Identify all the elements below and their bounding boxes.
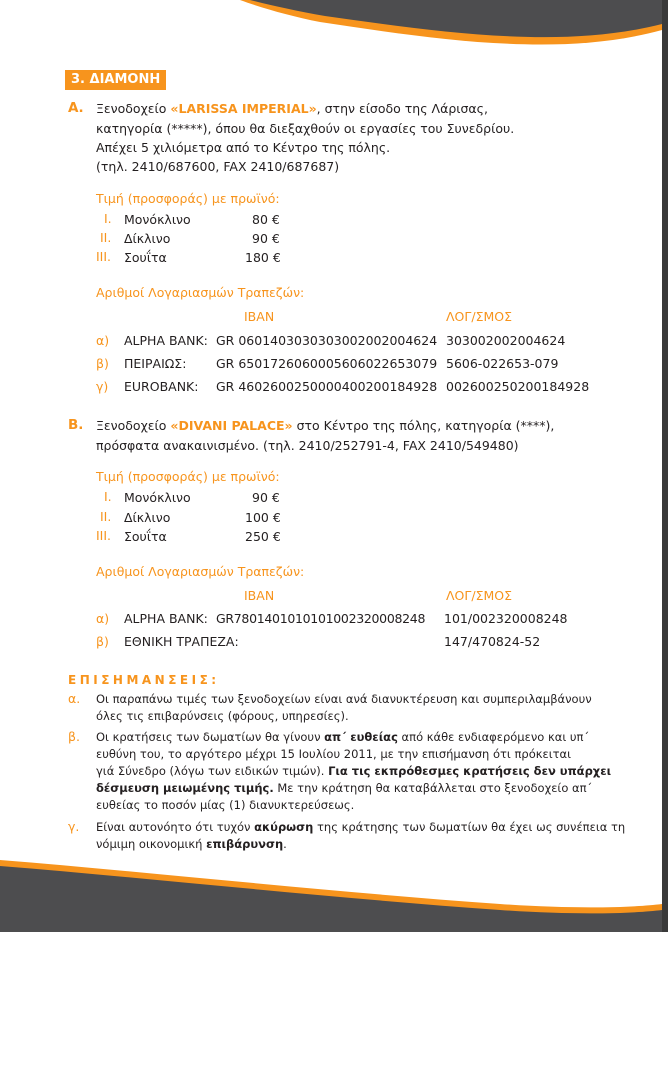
room-price: 100 € [245,510,281,525]
note-b-letter: β. [68,729,80,744]
bank-name: ALPHA BANK: [124,611,208,626]
hotel-b-line2: πρόσφατα ανακαινισμένο. (τηλ. 2410/252791-4, FAX 2410/549480) [96,438,519,453]
bank-iban: GR 0601403030303002002004624 [216,333,438,348]
price-num: II. [100,509,112,524]
bank-iban: GR 4602600250000400200184928 [216,379,438,394]
note-b-line2: ευθύνη του, το αργότερο μέχρι 15 Ιουλίου 2011, με την επισήμανση ότι πρόκειται [96,747,572,761]
note-c-letter: γ. [68,819,80,834]
hotel-a-line4: (τηλ. 2410/687600, FAX 2410/687687) [96,159,340,174]
room-price: 250 € [245,529,281,544]
bank-name: EUROBANK: [124,379,199,394]
bank-name: ALPHA BANK: [124,333,208,348]
hotel-a-bank-heading: Αριθμοί Λογαριασμών Τραπεζών: [96,285,305,300]
note-b-line3: γιά Σύνεδρο (λόγω των ειδικών τιμών). Για τις εκπρόθεσμες κρατήσεις δεν υπάρχει [96,764,612,778]
price-num: I. [104,211,112,226]
price-num: II. [100,230,112,245]
hotel-a-line1: Ξενοδοχείο «LARISSA IMPERIAL», στην είσοδο της Λάρισας, [96,101,488,116]
bank-letter: β) [96,356,109,371]
page-edge [662,0,668,932]
bank-name: ΕΘΝΙΚΗ ΤΡΑΠΕΖΑ: [124,634,239,649]
hotel-b-price-heading: Τιμή (προσφοράς) με πρωϊνό: [96,469,280,484]
footer-decoration [0,852,662,932]
room-type: Σουΐτα [124,529,167,544]
header-decoration [0,0,662,70]
notes-title: ΕΠΙΣΗΜΑΝΣΕΙΣ: [68,673,220,687]
hotel-a-account-label: ΛΟΓ/ΣΜΟΣ [446,309,512,324]
hotel-a-line3: Απέχει 5 χιλιόμετρα από το Κέντρο της πόλης. [96,140,391,155]
hotel-a-letter: Α. [68,100,84,116]
hotel-b-letter: Β. [68,417,84,433]
bank-iban: GR 6501726060005606022653079 [216,356,438,371]
bank-letter: α) [96,333,110,348]
note-a-line1: Οι παραπάνω τιμές των ξενοδοχείων είναι ανά διανυκτέρευση και συμπεριλαμβάνουν [96,692,592,706]
bank-name: ΠΕΙΡΑΙΩΣ: [124,356,187,371]
bank-account: 101/002320008248 [444,611,568,626]
room-type: Δίκλινο [124,510,171,525]
hotel-a-line2: κατηγορία (*****), όπου θα διεξαχθούν οι εργασίες του Συνεδρίου. [96,121,515,136]
room-type: Δίκλινο [124,231,171,246]
room-price: 90 € [252,490,280,505]
room-price: 180 € [245,250,281,265]
bank-account: 303002002004624 [446,333,566,348]
room-type: Μονόκλινο [124,212,191,227]
room-type: Μονόκλινο [124,490,191,505]
price-num: I. [104,489,112,504]
hotel-b-account-label: ΛΟΓ/ΣΜΟΣ [446,588,512,603]
room-type: Σουΐτα [124,250,167,265]
note-b-line5: ευθείας το ποσόν μίας (1) διανυκτερεύσεως. [96,798,355,812]
note-c-line2: νόμιμη οικονομική επιβάρυνση. [96,837,287,851]
hotel-b-line1: Ξενοδοχείο «DIVANI PALACE» στο Κέντρο της πόλης, κατηγορία (****), [96,418,555,433]
price-num: III. [96,528,112,543]
bank-letter: α) [96,611,110,626]
note-a-line2: όλες τις επιβαρύνσεις (φόρους, υπηρεσίες). [96,709,349,723]
note-a-letter: α. [68,691,81,706]
note-c-line1: Είναι αυτονόητο ότι τυχόν ακύρωση της κράτησης των δωματίων θα έχει ως συνέπεια τη [96,820,626,834]
note-b-line4: δέσμευση μειωμένης τιμής. Με την κράτηση θα καταβάλλεται στο ξενοδοχείο απ΄ [96,781,593,795]
hotel-a-price-heading: Τιμή (προσφοράς) με πρωϊνό: [96,191,280,206]
bank-account: 002600250200184928 [446,379,590,394]
bank-letter: β) [96,634,109,649]
hotel-b-iban-label: IBAN [244,588,275,603]
hotel-a-iban-label: IBAN [244,309,275,324]
room-price: 80 € [252,212,280,227]
bank-letter: γ) [96,379,109,394]
note-b-line1: Οι κρατήσεις των δωματίων θα γίνουν απ΄ ευθείας από κάθε ενδιαφερόμενο και υπ΄ [96,730,590,744]
room-price: 90 € [252,231,280,246]
hotel-b-bank-heading: Αριθμοί Λογαριασμών Τραπεζών: [96,564,305,579]
section-title: 3. ΔΙΑΜΟΝΗ [65,70,166,90]
bank-account: 147/470824-52 [444,634,541,649]
bank-account: 5606-022653-079 [446,356,559,371]
bank-iban: GR7801401010101002320008248 [216,611,426,626]
price-num: III. [96,249,112,264]
